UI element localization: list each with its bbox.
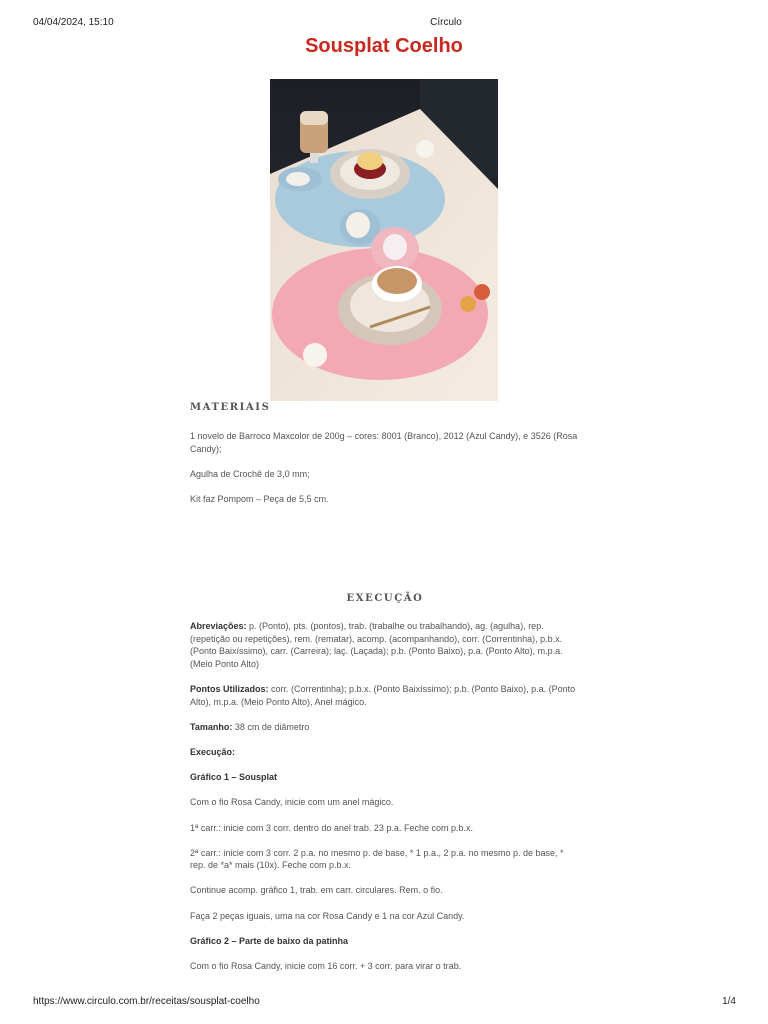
abbreviations-text: p. (Ponto), pts. (pontos), trab. (trabalhe ou trabalhando), ag. (agulha), rep. (repetição ou repetições), rem. (rematar), acomp. (acompanhando), corr. (Correntinha), p.b.x. (Ponto Baixíssimo), carr. (Carreira); laç. (Laçada); p.b. (Ponto Baixo), p.a. (Ponto Alto), m.p.a. (Meio Ponto Alto) — [190, 621, 563, 669]
materials-list — [190, 430, 580, 518]
footer-url-link[interactable]: https://www.circulo.com.br/receitas/sousplat-coelho — [33, 996, 260, 1007]
recipe-photo — [270, 79, 498, 401]
page-title: Sousplat Coelho — [305, 35, 463, 57]
materials-item-yarn: 1 novelo de Barroco Maxcolor de 200g – cores: 8001 (Branco), 2012 (Azul Candy), e 3526 (Rosa Candy); — [190, 431, 578, 454]
step-paragraph: Continue acomp. gráfico 1, trab. em carr. circulares. Rem. o fio. — [190, 885, 443, 896]
materials-item-hook: Agulha de Crochê de 3,0 mm; — [190, 468, 310, 479]
execution-label-paragraph — [190, 746, 580, 759]
page-number: 1/4 — [722, 996, 736, 1007]
stitches-label: Pontos Utilizados: — [190, 683, 269, 694]
abbreviations-paragraph — [190, 620, 580, 670]
chart2-label: Gráfico 2 – Parte de baixo da patinha — [190, 935, 349, 946]
execution-heading: EXECUÇÃO — [346, 593, 424, 604]
chart1-heading — [190, 771, 580, 784]
step-paragraph: 2ª carr.: inicie com 3 corr. 2 p.a. no mesmo p. de base, * 1 p.a., 2 p.a. no mesmo p. de base, * rep. de *a* mais (10x). Feche com p.b.x. — [190, 847, 564, 871]
size-text: 38 cm de diâmetro — [232, 721, 310, 732]
chart1-label: Gráfico 1 – Sousplat — [190, 772, 278, 783]
materials-heading: MATERIAIS — [190, 402, 271, 413]
step-paragraph: Faça 2 peças iguais, uma na cor Rosa Candy e 1 na cor Azul Candy. — [190, 910, 465, 921]
step-paragraph: Com o fio Rosa Candy, inicie com um anel mágico. — [190, 797, 394, 808]
print-datetime: 04/04/2024, 15:10 — [33, 17, 114, 28]
stitches-paragraph — [190, 683, 580, 708]
size-paragraph — [190, 721, 580, 734]
size-label: Tamanho: — [190, 721, 233, 732]
materials-section — [190, 402, 580, 413]
photo-illustration — [270, 79, 498, 401]
step-paragraph: 1ª carr.: inicie com 3 corr. dentro do anel trab. 23 p.a. Feche com p.b.x. — [190, 822, 473, 833]
execution-content — [190, 620, 580, 985]
execution-section-title — [190, 593, 580, 604]
chart2-heading — [190, 935, 580, 948]
execution-label: Execução: — [190, 746, 236, 757]
step-paragraph: Com o fio Rosa Candy, inicie com 16 corr. + 3 corr. para virar o trab. — [190, 961, 462, 972]
materials-item-pompom-kit: Kit faz Pompom – Peça de 5,5 cm. — [190, 493, 329, 504]
print-site-name: Círculo — [430, 17, 462, 28]
stitches-text: corr. (Correntinha); p.b.x. (Ponto Baixíssimo); p.b. (Ponto Baixo), p.a. (Ponto Alto), m.p.a. (Meio Ponto Alto), Anel mágico. — [190, 683, 576, 707]
abbreviations-label: Abreviações: — [190, 621, 247, 631]
